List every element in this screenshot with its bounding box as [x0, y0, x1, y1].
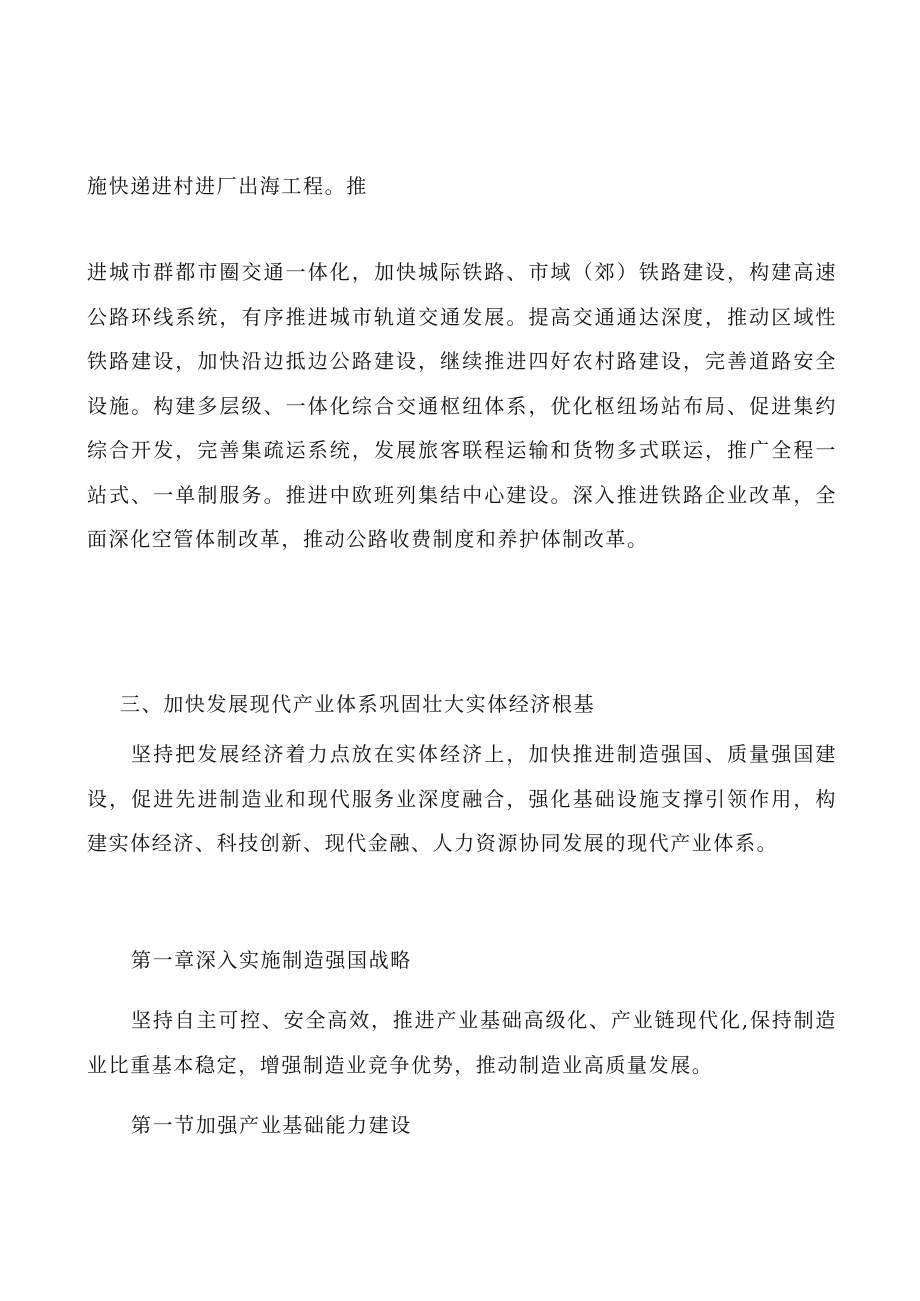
- section-one-heading: 第一节加强产业基础能力建设: [131, 1113, 412, 1137]
- section-three-heading: 三、加快发展现代产业体系巩固壮大实体经济根基: [120, 692, 596, 716]
- transport-paragraph: 进城市群都市圈交通一体化，加快城际铁路、市域（郊）铁路建设，构建高速公路环线系统，有序推进城市轨道交通发展。提高交通通达深度，推动区域性铁路建设，加快沿边抵边公路建设，继续推进四好农村路建设，完善道路安全设施。构建多层级、一体化综合交通枢纽体系，优化枢纽场站布局、促进集约综合开发，完善集疏运系统，发展旅客联程运输和货物多式联运，推广全程一站式、一单制服务。推进中欧班列集结中心建设。深入推进铁路企业改革，全面深化空管体制改革，推动公路收费制度和养护体制改革。: [87, 260, 837, 551]
- section-three-body: 坚持把发展经济着力点放在实体经济上，加快推进制造强国、质量强国建设，促进先进制造业和现代服务业深度融合，强化基础设施支撑引领作用，构建实体经济、科技创新、现代金融、人力资源协同发展的现代产业体系。: [87, 742, 837, 855]
- top-fragment-text: 施快递进村进厂出海工程。推: [87, 174, 368, 198]
- chapter-one-body: 坚持自主可控、安全高效，推进产业基础高级化、产业链现代化,保持制造业比重基本稳定，增强制造业竞争优势，推动制造业高质量发展。: [87, 1008, 837, 1077]
- chapter-one-heading: 第一章深入实施制造强国战略: [131, 948, 412, 972]
